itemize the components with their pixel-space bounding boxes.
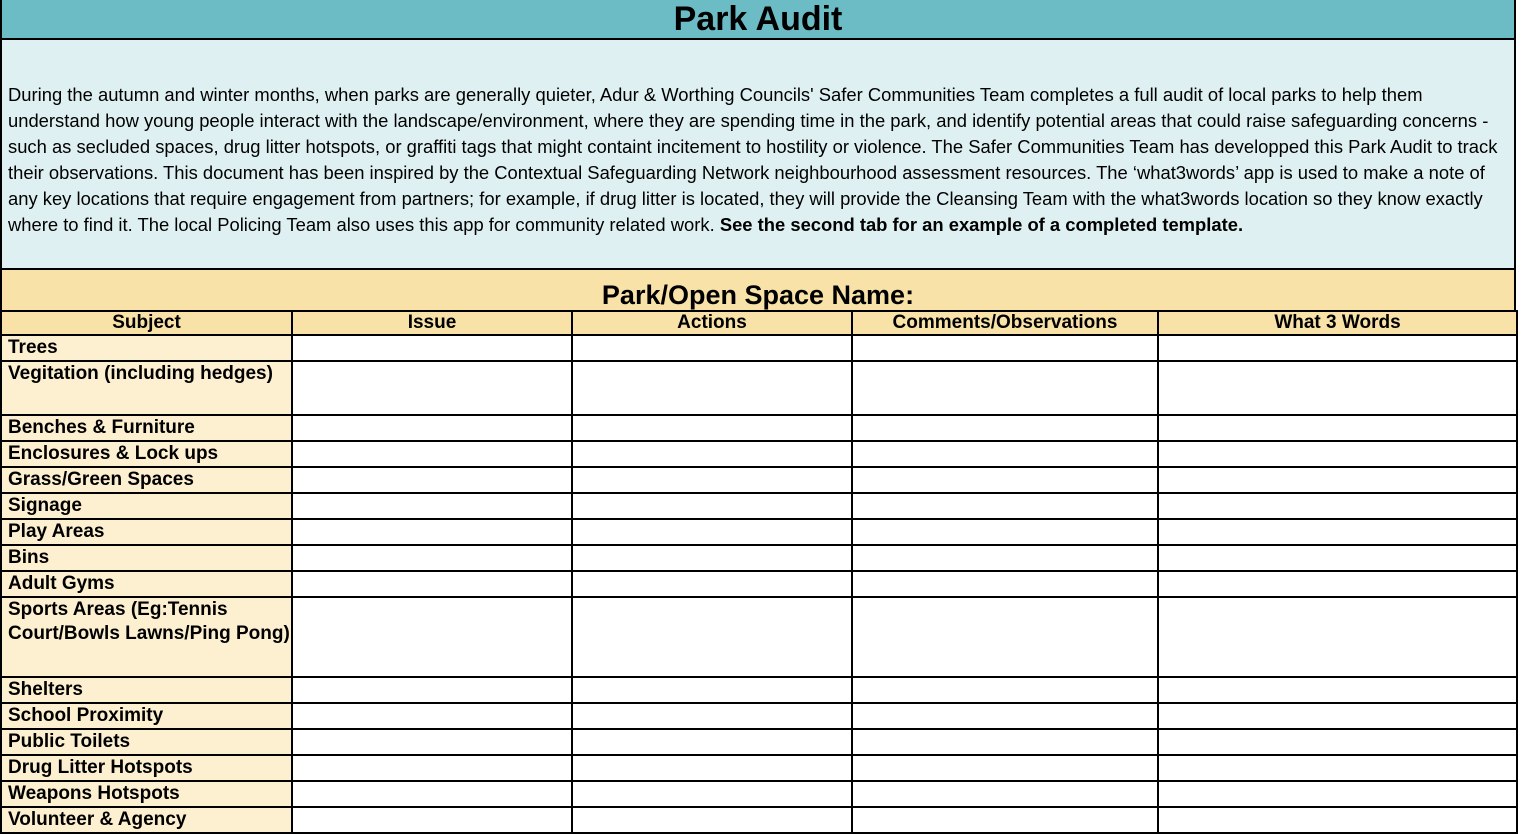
what3words-cell[interactable] [1158,441,1517,467]
subject-cell[interactable]: Drug Litter Hotspots [1,755,292,781]
actions-cell[interactable] [572,441,852,467]
subject-cell[interactable]: Adult Gyms [1,571,292,597]
issue-cell[interactable] [292,755,572,781]
comments-cell[interactable] [852,703,1158,729]
actions-cell[interactable] [572,493,852,519]
table-body [1,335,1517,833]
comments-cell[interactable] [852,729,1158,755]
comments-cell[interactable] [852,755,1158,781]
what3words-cell[interactable] [1158,755,1517,781]
table-row [1,597,1517,677]
table-row [1,781,1517,807]
subject-cell[interactable]: Bins [1,545,292,571]
table-row [1,545,1517,571]
comments-cell[interactable] [852,807,1158,833]
comments-cell[interactable] [852,781,1158,807]
what3words-cell[interactable] [1158,519,1517,545]
what3words-cell[interactable] [1158,729,1517,755]
actions-cell[interactable] [572,677,852,703]
column-header-subject: Subject [1,311,292,335]
comments-cell[interactable] [852,519,1158,545]
what3words-cell[interactable] [1158,677,1517,703]
actions-cell[interactable] [572,335,852,361]
subject-cell[interactable]: Public Toilets [1,729,292,755]
subject-cell[interactable]: Vegitation (including hedges) [1,361,292,415]
what3words-cell[interactable] [1158,597,1517,677]
intro-bold-note: See the second tab for an example of a completed template. [719,214,1244,235]
subject-cell[interactable]: Signage [1,493,292,519]
issue-cell[interactable] [292,415,572,441]
column-header-issue: Issue [292,311,572,335]
table-row [1,571,1517,597]
park-name-label[interactable]: Park/Open Space Name: [0,268,1516,310]
subject-cell[interactable]: Weapons Hotspots [1,781,292,807]
subject-cell[interactable]: Sports Areas (Eg:Tennis Court/Bowls Lawns/Ping Pong) [1,597,292,677]
actions-cell[interactable] [572,807,852,833]
table-row [1,361,1517,415]
comments-cell[interactable] [852,361,1158,415]
column-header-comments: Comments/Observations [852,311,1158,335]
actions-cell[interactable] [572,597,852,677]
issue-cell[interactable] [292,493,572,519]
actions-cell[interactable] [572,545,852,571]
what3words-cell[interactable] [1158,807,1517,833]
table-row [1,335,1517,361]
table-row [1,703,1517,729]
issue-cell[interactable] [292,519,572,545]
actions-cell[interactable] [572,519,852,545]
what3words-cell[interactable] [1158,467,1517,493]
what3words-cell[interactable] [1158,361,1517,415]
what3words-cell[interactable] [1158,335,1517,361]
comments-cell[interactable] [852,597,1158,677]
what3words-cell[interactable] [1158,781,1517,807]
column-header-actions: Actions [572,311,852,335]
subject-cell[interactable]: Benches & Furniture [1,415,292,441]
audit-table [0,310,1518,834]
comments-cell[interactable] [852,545,1158,571]
actions-cell[interactable] [572,755,852,781]
table-row [1,441,1517,467]
subject-cell[interactable]: Play Areas [1,519,292,545]
actions-cell[interactable] [572,467,852,493]
table-row [1,467,1517,493]
comments-cell[interactable] [852,467,1158,493]
table-header-row [1,311,1517,335]
issue-cell[interactable] [292,335,572,361]
comments-cell[interactable] [852,415,1158,441]
table-row [1,677,1517,703]
issue-cell[interactable] [292,729,572,755]
table-row [1,807,1517,833]
issue-cell[interactable] [292,807,572,833]
issue-cell[interactable] [292,781,572,807]
actions-cell[interactable] [572,781,852,807]
what3words-cell[interactable] [1158,493,1517,519]
actions-cell[interactable] [572,361,852,415]
comments-cell[interactable] [852,677,1158,703]
subject-cell[interactable]: Shelters [1,677,292,703]
comments-cell[interactable] [852,335,1158,361]
issue-cell[interactable] [292,441,572,467]
what3words-cell[interactable] [1158,415,1517,441]
comments-cell[interactable] [852,493,1158,519]
intro-paragraph [0,40,1516,268]
subject-cell[interactable]: Trees [1,335,292,361]
issue-cell[interactable] [292,571,572,597]
comments-cell[interactable] [852,441,1158,467]
table-row [1,755,1517,781]
actions-cell[interactable] [572,415,852,441]
issue-cell[interactable] [292,703,572,729]
actions-cell[interactable] [572,571,852,597]
page-title: Park Audit [0,0,1516,40]
actions-cell[interactable] [572,729,852,755]
intro-text: During the autumn and winter months, when parks are generally quieter, Adur & Worthing Councils' Safer Communities Team completes a full audit of local parks to help them understand how young people interact with the landscape/environment, where they are spending time in the park, and identify potential areas that could raise safeguarding concerns - such as secluded spaces, drug litter hotspots, or graffiti tags that might containt incitement to hostility or violence. The Safer Communities Team has developped this Park Audit to track their observations. This document has been inspired by the Contextual Safeguarding Network neighbourhood assessment resources. The ‘what3words’ app is used to make a note of any key locations that require engagement from partners; for example, if drug litter is located, they will provide the Cleansing Team with the what3words location so they know exactly where to find it. The local Policing Team also uses this app for community related work. [8,84,1498,235]
what3words-cell[interactable] [1158,703,1517,729]
issue-cell[interactable] [292,467,572,493]
column-header-what3words: What 3 Words [1158,311,1517,335]
what3words-cell[interactable] [1158,571,1517,597]
table-row [1,729,1517,755]
what3words-cell[interactable] [1158,545,1517,571]
subject-cell[interactable]: Volunteer & Agency [1,807,292,833]
table-row [1,493,1517,519]
subject-cell[interactable]: School Proximity [1,703,292,729]
actions-cell[interactable] [572,703,852,729]
issue-cell[interactable] [292,545,572,571]
issue-cell[interactable] [292,677,572,703]
table-row [1,415,1517,441]
subject-cell[interactable]: Enclosures & Lock ups [1,441,292,467]
issue-cell[interactable] [292,361,572,415]
comments-cell[interactable] [852,571,1158,597]
subject-cell[interactable]: Grass/Green Spaces [1,467,292,493]
issue-cell[interactable] [292,597,572,677]
table-row [1,519,1517,545]
